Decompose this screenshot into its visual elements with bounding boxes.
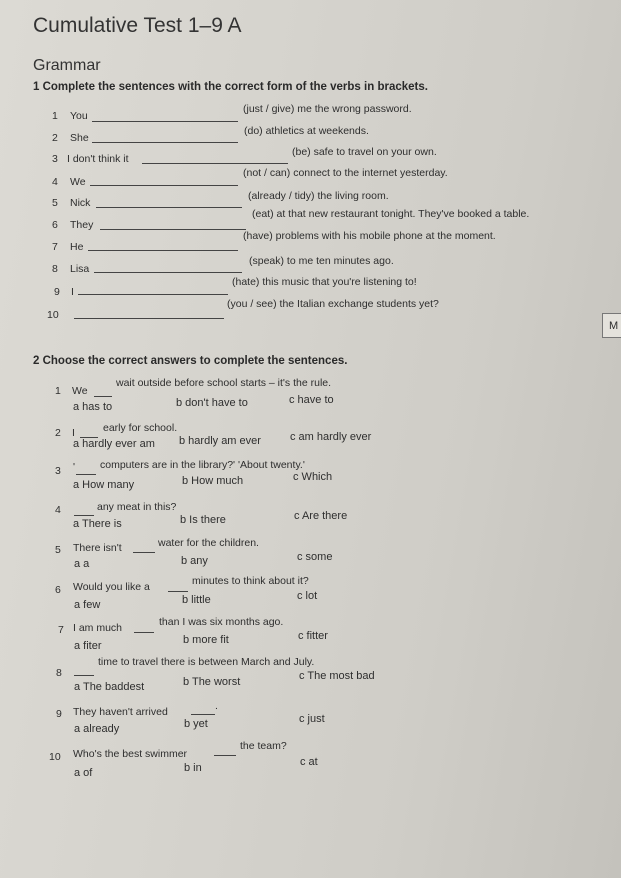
option-b[interactable]: b How much	[182, 475, 244, 487]
ex1-num: 2	[52, 132, 58, 144]
ex1-num: 5	[52, 197, 58, 209]
ex2-gap	[76, 474, 96, 475]
option-b[interactable]: b in	[184, 762, 202, 774]
margin-marker: M	[602, 313, 621, 338]
ex2-num: 7	[58, 624, 64, 636]
ex2-post: any meat in this?	[97, 501, 177, 513]
ex1-rest: (already / tidy) the living room.	[248, 190, 389, 202]
ex1-rest: (speak) to me ten minutes ago.	[249, 255, 394, 267]
ex2-post: water for the children.	[158, 537, 259, 549]
ex2-pre: Who's the best swimmer	[73, 748, 188, 760]
ex1-rest: (you / see) the Italian exchange students yet?	[227, 298, 439, 310]
option-c[interactable]: c Which	[293, 471, 333, 483]
ex1-answer-blank[interactable]	[96, 207, 242, 208]
ex1-answer-blank[interactable]	[142, 163, 288, 164]
option-b[interactable]: b little	[182, 594, 211, 606]
ex2-post: computers are in the library?' 'About twenty.'	[100, 459, 305, 471]
ex2-post: than I was six months ago.	[159, 616, 284, 628]
option-a[interactable]: a a	[74, 558, 90, 570]
ex2-num: 1	[55, 385, 61, 397]
ex1-rest: (eat) at that new restaurant tonight. They've booked a table.	[252, 208, 530, 220]
ex1-rest: (be) safe to travel on your own.	[292, 146, 437, 158]
ex1-num: 9	[54, 286, 60, 298]
ex1-start: Lisa	[70, 263, 90, 275]
ex1-answer-blank[interactable]	[92, 121, 238, 122]
ex1-num: 3	[52, 153, 58, 165]
option-c[interactable]: c have to	[289, 394, 334, 406]
ex2-gap	[133, 552, 155, 553]
ex1-num: 4	[52, 176, 58, 188]
option-b[interactable]: b hardly am ever	[179, 435, 261, 447]
ex2-gap	[74, 675, 94, 676]
option-b[interactable]: b more fit	[183, 634, 229, 646]
option-a[interactable]: a few	[74, 599, 101, 611]
ex1-answer-blank[interactable]	[94, 272, 242, 273]
ex1-answer-blank[interactable]	[78, 294, 228, 295]
ex2-pre: I am much	[73, 622, 123, 634]
ex1-rest: (not / can) connect to the internet yesterday.	[243, 167, 448, 179]
option-a[interactable]: a There is	[73, 518, 122, 530]
option-c[interactable]: c fitter	[298, 630, 328, 642]
option-c[interactable]: c The most bad	[299, 670, 375, 682]
ex1-answer-blank[interactable]	[92, 142, 238, 143]
exercise2-instruction: 2 Choose the correct answers to complete the sentences.	[33, 355, 348, 367]
page-title: Cumulative Test 1–9 A	[33, 14, 242, 37]
ex2-post: early for school.	[103, 422, 178, 434]
option-b[interactable]: b any	[181, 555, 208, 567]
option-b[interactable]: b don't have to	[176, 397, 248, 409]
option-a[interactable]: a hardly ever am	[73, 438, 155, 450]
ex2-pre: We	[72, 385, 88, 397]
ex1-start: I	[71, 286, 74, 298]
ex1-start: He	[70, 241, 84, 253]
ex1-start: I don't think it	[67, 153, 129, 165]
ex2-gap	[74, 515, 94, 516]
ex1-rest: (do) athletics at weekends.	[244, 125, 369, 137]
ex2-post: .	[215, 700, 218, 712]
ex1-answer-blank[interactable]	[100, 229, 246, 230]
ex1-answer-blank[interactable]	[90, 185, 238, 186]
option-a[interactable]: a fiter	[74, 640, 102, 652]
ex2-num: 8	[56, 667, 62, 679]
ex1-answer-blank[interactable]	[74, 318, 224, 319]
ex1-start: Nick	[70, 197, 91, 209]
ex2-num: 6	[55, 584, 61, 596]
ex1-num: 6	[52, 219, 58, 231]
ex2-gap	[214, 755, 236, 756]
option-a[interactable]: a already	[74, 723, 120, 735]
option-c[interactable]: c lot	[297, 590, 318, 602]
option-b[interactable]: b yet	[184, 718, 208, 730]
ex2-post: wait outside before school starts – it's the rule.	[116, 377, 332, 389]
ex2-num: 2	[55, 427, 61, 439]
ex1-start: You	[70, 110, 88, 122]
option-c[interactable]: c just	[299, 713, 325, 725]
ex1-rest: (have) problems with his mobile phone at the moment.	[243, 230, 496, 242]
ex1-answer-blank[interactable]	[88, 250, 238, 251]
option-a[interactable]: a of	[74, 767, 93, 779]
option-c[interactable]: c some	[297, 551, 333, 563]
ex2-gap	[94, 396, 112, 397]
ex1-start: We	[70, 176, 86, 188]
ex1-num: 8	[52, 263, 58, 275]
ex2-num: 10	[49, 751, 61, 763]
ex2-num: 9	[56, 708, 62, 720]
exercise1-instruction: 1 Complete the sentences with the correct form of the verbs in brackets.	[33, 81, 428, 93]
option-c[interactable]: c am hardly ever	[290, 431, 372, 443]
option-c[interactable]: c at	[300, 756, 318, 768]
ex2-pre: Would you like a	[73, 581, 150, 593]
ex2-post: time to travel there is between March and July.	[98, 656, 315, 668]
ex2-num: 5	[55, 544, 61, 556]
ex1-num: 10	[47, 309, 59, 321]
option-b[interactable]: b The worst	[183, 676, 241, 688]
option-b[interactable]: b Is there	[180, 514, 226, 526]
option-a[interactable]: a How many	[73, 479, 135, 491]
ex2-pre: I	[72, 427, 75, 439]
ex2-pre: They haven't arrived	[73, 706, 168, 718]
ex1-start: She	[70, 132, 89, 144]
ex2-post: the team?	[240, 740, 287, 752]
ex1-num: 7	[52, 241, 58, 253]
ex2-num: 4	[55, 504, 61, 516]
ex2-gap	[168, 591, 188, 592]
ex1-rest: (just / give) me the wrong password.	[243, 103, 412, 115]
ex2-post: minutes to think about it?	[192, 575, 309, 587]
option-c[interactable]: c Are there	[294, 510, 348, 522]
ex2-gap	[191, 714, 215, 715]
ex1-start: They	[70, 219, 94, 231]
ex2-pre: '	[73, 461, 76, 473]
option-a[interactable]: a The baddest	[74, 681, 145, 693]
ex1-num: 1	[52, 110, 58, 122]
ex2-pre: There isn't	[73, 542, 122, 554]
option-a[interactable]: a has to	[73, 401, 113, 413]
ex2-gap	[134, 632, 154, 633]
ex2-num: 3	[55, 465, 61, 477]
section-title: Grammar	[33, 57, 101, 74]
ex1-rest: (hate) this music that you're listening to!	[232, 276, 417, 288]
